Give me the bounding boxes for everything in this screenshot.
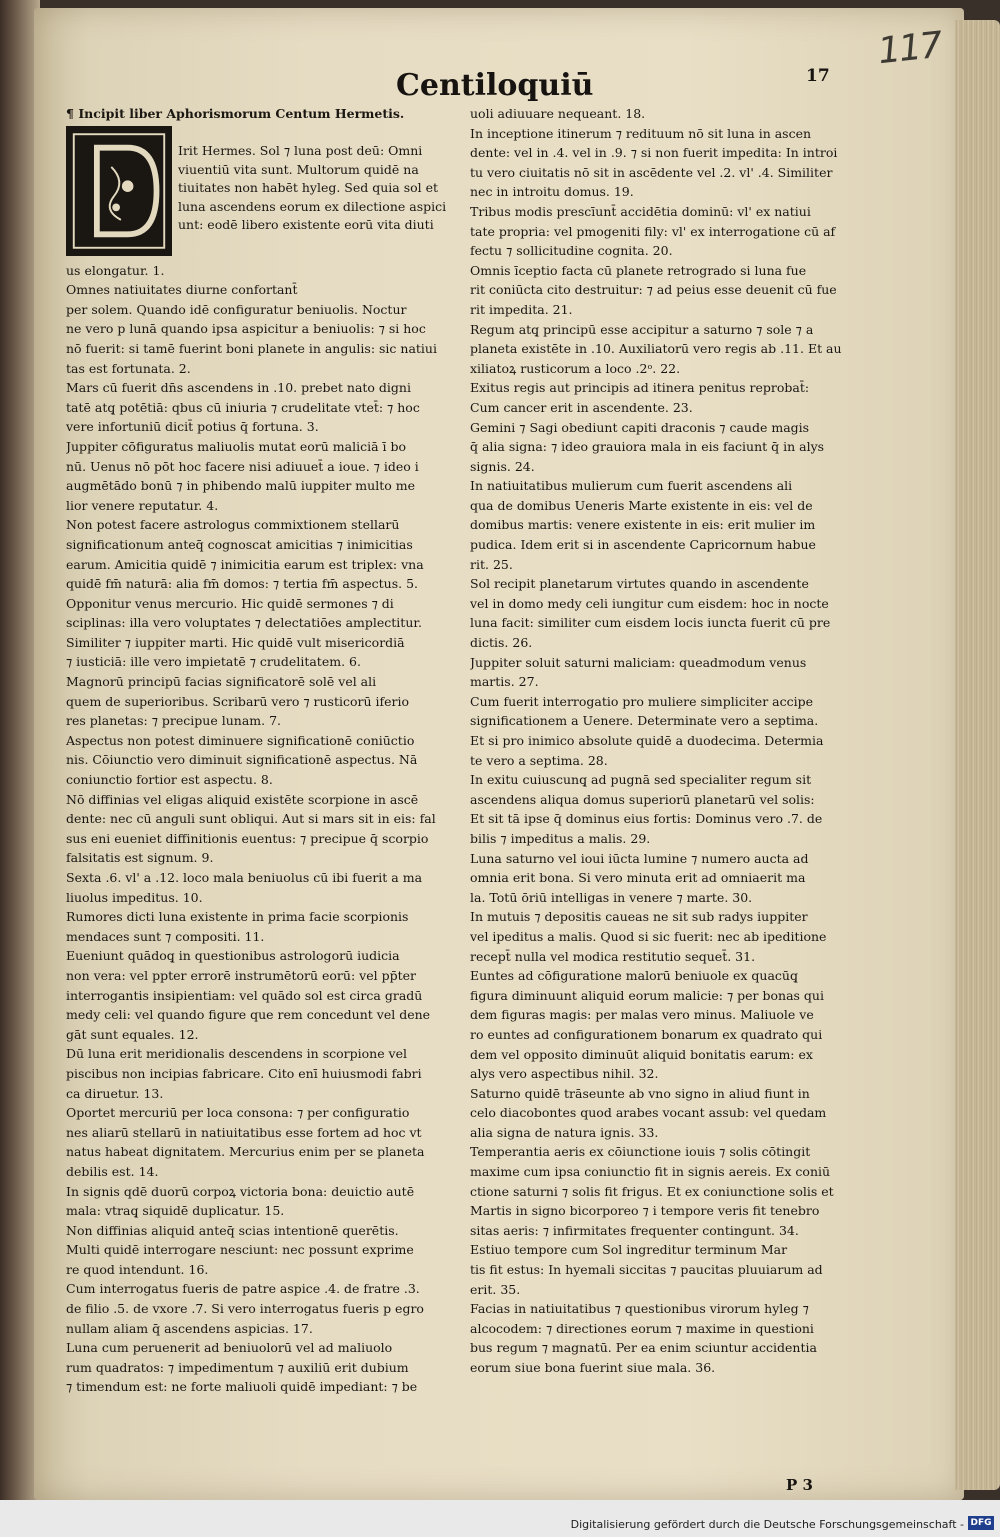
text-line: dem vel opposito diminuūt aliquid bonitatis earum: ex <box>470 1046 813 1062</box>
text-line: Facias in natiuitatibus ⁊ questionibus virorum hyleg ⁊ <box>470 1301 809 1317</box>
text-line: ascendens aliqua domus superiorū planetarū vel solis: <box>470 791 815 807</box>
intro-text-line: viuentiū vita sunt. Multorum quidē na <box>178 161 419 177</box>
text-line: dente: vel in .4. vel in .9. ⁊ si non fuerit impedita: In introi <box>470 145 838 161</box>
text-line: In exitu cuiuscunq̧ ad pugnā sed specialiter regum sit <box>470 772 812 788</box>
text-line: ro euntes ad configurationem bonarum ex quadrato qui <box>470 1026 823 1042</box>
text-line: nullam aliam q̄ ascendens aspicias. 17. <box>66 1320 313 1336</box>
signature-mark: P 3 <box>786 1476 813 1494</box>
text-line: signis. 24. <box>470 458 535 474</box>
text-line: mendaces sunt ⁊ compositi. 11. <box>66 928 265 944</box>
text-line: dictis. 26. <box>470 635 533 651</box>
text-line: Juppiter soluit saturni maliciam: queadmodum venus <box>470 654 807 670</box>
left-column <box>66 104 464 1397</box>
intro-text-line: unt: eodē libero existente eorū vita diuti <box>178 217 434 233</box>
text-line: ne vero p lunā quando ipsa aspicitur a beniuolis: ⁊ si hoc <box>66 321 426 337</box>
text-line: domibus martis: venere existente in eis: erit mulier im <box>470 517 816 533</box>
text-line: celo diacobontes quod arabes vocant assub: vel quedam <box>470 1105 827 1121</box>
text-line: nes aliarū stellarū in natiuitatibus esse fortem ad hoc vt <box>66 1124 422 1140</box>
text-line: augmētādo bonū ⁊ in phibendo malū iuppiter multo me <box>66 478 415 494</box>
text-line: nō fuerit: si tamē fuerint boni planete in angulis: sic natiui <box>66 340 437 356</box>
text-line: In natiuitatibus mulierum cum fuerit ascendens ali <box>470 478 793 494</box>
text-line: figura diminuunt aliquid eorum malicie: ⁊ per bonas qui <box>470 987 824 1003</box>
text-line: omnia erit bona. Si vero minuta erit ad omniaerit ma <box>470 870 806 886</box>
text-line: Cum fuerit interrogatio pro muliere simpliciter accipe <box>470 693 814 709</box>
handwritten-folio-number: 117 <box>876 24 943 73</box>
text-line: fectu ⁊ sollicitudine cognita. 20. <box>470 243 673 259</box>
text-line: bilis ⁊ impeditus a malis. 29. <box>470 830 651 846</box>
text-line: rit coniūcta cito destruitur: ⁊ ad peius esse deuenit cū fue <box>470 282 837 298</box>
text-line: sus eni eueniet diffinitionis euentus: ⁊ precipue q̄ scorpio <box>66 830 429 846</box>
text-line: martis. 27. <box>470 674 539 690</box>
text-line: vere infortuniū dicit̄ potius q̄ fortuna. 3. <box>66 419 319 435</box>
text-line: Euntes ad cōfiguratione malorū beniuole ex quacūq̧ <box>470 968 798 984</box>
page-number: 17 <box>806 66 830 86</box>
text-line: dente: nec cū anguli sunt obliqui. Aut si mars sit in eis: fal <box>66 811 436 827</box>
right-column-lines <box>470 104 856 1378</box>
text-line: vel ipeditus a malis. Quod si sic fuerit: nec ab ipeditione <box>470 928 827 944</box>
text-line: planeta existēte in .10. Auxiliatorū vero regis ab .11. Et au <box>470 341 842 357</box>
text-line: pudica. Idem erit si in ascendente Capricornum habue <box>470 537 816 553</box>
text-line: Gemini ⁊ Sagi obediunt capiti draconis ⁊ caude magis <box>470 419 810 435</box>
text-line: tate propria: vel pmogeniti fily: vl' ex interrogatione cū af <box>470 223 836 239</box>
text-line: Opponitur venus mercurio. Hic quidē sermones ⁊ di <box>66 595 394 611</box>
text-line: significationum anteq̄ cognoscat amicitias ⁊ inimicitias <box>66 536 413 552</box>
text-line: maxime cum ipsa coniunctio fit in signis aereis. Ex coniū <box>470 1164 831 1180</box>
intro-lines <box>178 142 464 235</box>
text-line: rit impedita. 21. <box>470 301 573 317</box>
intro-text-line: tiuitates non habēt hyleg. Sed quia sol et <box>178 180 439 196</box>
text-line: Regum atq̧ principū esse accipitur a saturno ⁊ sole ⁊ a <box>470 321 814 337</box>
text-line: In signis qdē duorū corpoꝝ victoria bona: deuictio autē <box>66 1183 415 1199</box>
text-line: alcocodem: ⁊ directiones eorum ⁊ maxime in questioni <box>470 1320 814 1336</box>
text-line: la. Totū ōriū intelligas in venere ⁊ marte. 30. <box>470 889 753 905</box>
text-line: earum. Amicitia quidē ⁊ inimicitia earum est triplex: vna <box>66 556 424 572</box>
ornament-initial-icon <box>68 128 170 254</box>
text-line: nis. Cōiunctio vero diminuit significationē aspectus. Nā <box>66 752 418 768</box>
text-line: Estiuo tempore cum Sol ingreditur terminum Mar <box>470 1242 788 1258</box>
text-line: ca diruetur. 13. <box>66 1085 164 1101</box>
text-line: Rumores dicti luna existente in prima facie scorpionis <box>66 909 409 925</box>
digitization-credit: Digitalisierung gefördert durch die Deutsche Forschungsgemeinschaft - <box>570 1518 964 1531</box>
text-line: recept̄ nulla vel modica restitutio sequet̄. 31. <box>470 948 756 964</box>
text-line: In inceptione itinerum ⁊ redituum nō sit luna in ascen <box>470 125 812 141</box>
text-line: dem figuras magis: per malas vero minus. Maliuole ve <box>470 1007 814 1023</box>
text-line: medy celi: vel quando figure que rem concedunt vel dene <box>66 1007 431 1023</box>
text-line: Luna cum peruenerit ad beniuolorū vel ad maliuolo <box>66 1340 393 1356</box>
text-line: tatē atq̧ potētiā: qbus cū iniuria ⁊ crudelitate vtet̄: ⁊ hoc <box>66 399 420 415</box>
text-line: ⁊ iusticiā: ille vero impietatē ⁊ crudelitatem. 6. <box>66 654 361 670</box>
text-line: vel in domo medy celi iungitur cum eisdem: hoc in nocte <box>470 595 829 611</box>
text-line: Dū luna erit meridionalis descendens in scorpione vel <box>66 1046 408 1062</box>
text-line: quidē fm̄ naturā: alia fm̄ domos: ⁊ tertia fm̄ aspectus. 5. <box>66 576 419 592</box>
text-line: Mars cū fuerit dn̄s ascendens in .10. prebet nato digni <box>66 380 411 396</box>
text-line: Juppiter cōfiguratus maliuolis mutat eorū maliciā ī bo <box>66 438 407 454</box>
text-line: Similiter ⁊ iuppiter marti. Hic quidē vult misericordiā <box>66 634 405 650</box>
text-line: Non diffinias aliquid anteq̄ scias intentionē querētis. <box>66 1222 399 1238</box>
text-line: Non potest facere astrologus commixtionem stellarū <box>66 517 400 533</box>
text-line: Omnes natiuitates diurne confortant̄ <box>66 282 298 298</box>
text-line: mala: vtraq̧ siquidē duplicatur. 15. <box>66 1203 285 1219</box>
page-fore-edge <box>955 20 1000 1490</box>
text-line: natus habeat dignitatem. Mercurius enim per se planeta <box>66 1144 425 1160</box>
text-line: tas est fortunata. 2. <box>66 360 191 376</box>
intro-text-line: Irit Hermes. Sol ⁊ luna post deū: Omni <box>178 143 423 158</box>
text-line: falsitatis est signum. 9. <box>66 850 214 866</box>
text-line: alia signa de natura ignis. 33. <box>470 1124 659 1140</box>
text-line: us elongatur. 1. <box>66 262 165 278</box>
text-line: ⁊ timendum est: ne forte maliuoli quidē impediant: ⁊ be <box>66 1379 418 1395</box>
text-line: sciplinas: illa vero voluptates ⁊ delectatiōes amplectitur. <box>66 615 422 631</box>
text-line: quem de superioribus. Scribarū vero ⁊ rusticorū iferio <box>66 693 410 709</box>
text-line: Aspectus non potest diminuere significationē coniūctio <box>66 732 415 748</box>
text-line: debilis est. 14. <box>66 1163 159 1179</box>
text-line: rit. 25. <box>470 556 513 572</box>
dfg-logo: DFG <box>968 1516 994 1530</box>
paragraph-mark-icon: ¶ <box>66 106 79 121</box>
text-line: xiliatoꝝ rusticorum a loco .2ᵒ. 22. <box>470 360 681 376</box>
text-line: q̄ alia signa: ⁊ ideo grauiora mala in eis faciunt q̄ in alys <box>470 439 825 455</box>
text-line: re quod intendunt. 16. <box>66 1261 209 1277</box>
text-line: res planetas: ⁊ precipue lunam. 7. <box>66 713 281 729</box>
text-line: Tribus modis prescīunt̄ accidētia dominū: vl' ex natiui <box>470 203 811 219</box>
text-line: Et sit tā ipse q̄ dominus eius fortis: Dominus vero .7. de <box>470 811 823 827</box>
text-line: tis fit estus: In hyemali siccitas ⁊ paucitas pluuiarum ad <box>470 1262 823 1278</box>
text-line: Oportet mercuriū per loca consona: ⁊ per configuratio <box>66 1105 410 1121</box>
text-line: nū. Uenus nō pōt hoc facere nisi adiuuet̄ a ioue. ⁊ ideo i <box>66 458 419 474</box>
text-line: te vero a septima. 28. <box>470 752 608 768</box>
text-line: ctione saturni ⁊ solis fit frigus. Et ex coniunctione solis et <box>470 1183 834 1199</box>
left-column-lines <box>66 261 464 1397</box>
text-line: qua de domibus Ueneris Marte existente in eis: vel de <box>470 497 813 513</box>
intro-text-line: luna ascendens eorum ex dilectione aspici <box>178 198 447 214</box>
text-line: alys vero aspectibus nihil. 32. <box>470 1066 659 1082</box>
text-line: Exitus regis aut principis ad itinera penitus reprobat̄: <box>470 380 810 396</box>
text-line: nec in introitu domus. 19. <box>470 184 634 200</box>
text-line: Eueniunt quādoq̧ in questionibus astrologorū iudicia <box>66 948 400 964</box>
text-line: Martis in signo bicorporeo ⁊ i tempore veris fit tenebro <box>470 1203 820 1219</box>
text-line: rum quadratos: ⁊ impedimentum ⁊ auxiliū erit dubium <box>66 1359 409 1375</box>
text-line: coniunctio fortior est aspectu. 8. <box>66 772 273 788</box>
text-line: Luna saturno vel ioui iūcta lumine ⁊ numero aucta ad <box>470 850 809 866</box>
text-line: piscibus non incipias fabricare. Cito enī huiusmodi fabri <box>66 1065 422 1081</box>
text-line: Multi quidē interrogare nesciunt: nec possunt exprime <box>66 1242 414 1258</box>
text-line: luna facit: similiter cum eisdem locis iuncta fuerit cū pre <box>470 615 831 631</box>
text-line: sitas aeris: ⁊ infirmitates frequenter contingunt. 34. <box>470 1222 799 1238</box>
text-line: In mutuis ⁊ depositis caueas ne sit sub radys iuppiter <box>470 909 808 925</box>
text-line: uoli adiuuare nequeant. 18. <box>470 106 646 121</box>
text-line: Nō diffinias vel eligas aliquid existēte scorpione in ascē <box>66 791 419 807</box>
text-line: Magnorū principū facias significatorē solē vel ali <box>66 674 377 690</box>
text-line: Sexta .6. vl' a .12. loco mala beniuolus cū ibi fuerit a ma <box>66 870 423 885</box>
text-line: de filio .5. de vxore .7. Si vero interrogatus fueris p egro <box>66 1301 424 1317</box>
text-line: erit. 35. <box>470 1281 521 1297</box>
text-line: Temperantia aeris ex cōiunctione iouis ⁊ solis cōtingit <box>470 1144 811 1160</box>
text-line: Cum interrogatus fueris de patre aspice .4. de fratre .3. <box>66 1281 420 1297</box>
text-line: Sol recipit planetarum virtutes quando in ascendente <box>470 576 809 592</box>
running-title: Centiloquiū <box>396 68 594 103</box>
text-line: per solem. Quando idē configuratur beniuolis. Noctur <box>66 301 407 317</box>
text-line: Omnis īceptio facta cū planete retrogrado si luna fue <box>470 262 807 278</box>
text-line: significationem a Uenere. Determinate vero a septima. <box>470 713 819 729</box>
decorated-initial <box>66 126 172 256</box>
text-line: Et si pro inimico absolute quidē a duodecima. Determia <box>470 733 824 748</box>
text-line: lior venere reputatur. 4. <box>66 497 219 513</box>
text-line: liuolus impeditus. 10. <box>66 889 203 905</box>
text-line: Saturno quidē trāseunte ab vno signo in aliud fiunt in <box>470 1085 810 1101</box>
text-line: tu vero ciuitatis nō sit in ascēdente vel .2. vl' .4. Similiter <box>470 164 833 180</box>
column-heading <box>66 104 464 124</box>
text-line: gāt sunt equales. 12. <box>66 1026 199 1042</box>
text-line: bus regum ⁊ magnatū. Per ea enim sciuntur accidentia <box>470 1340 817 1356</box>
text-line: interrogantis insipientiam: vel quādo sol est circa gradū <box>66 987 423 1003</box>
right-column <box>470 104 856 1378</box>
text-line: non vera: vel ppter errorē instrumētorū eorū: vel pp̄ter <box>66 967 416 983</box>
text-line: Cum cancer erit in ascendente. 23. <box>470 399 693 415</box>
heading-text: Incipit liber Aphorismorum Centum Hermetis. <box>78 106 405 121</box>
text-line: eorum siue bona fuerint siue mala. 36. <box>470 1360 716 1375</box>
